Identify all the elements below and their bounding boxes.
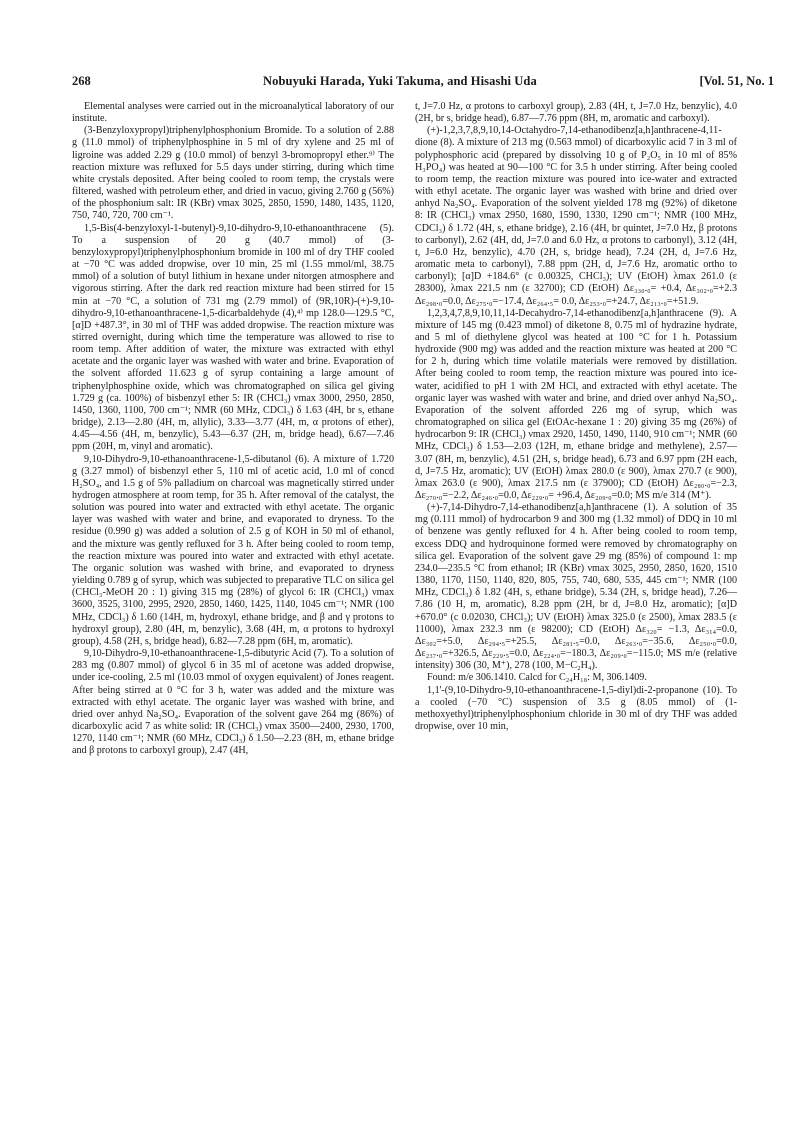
running-authors: Nobuyuki Harada, Yuki Takuma, and Hisashi Uda <box>263 74 537 88</box>
paragraph: Found: m/e 306.1410. Calcd for C₂₄H₁₈: M, 306.1409. <box>427 672 647 684</box>
paragraph: Elemental analyses were carried out in the microanalytical laboratory of our institute. <box>72 101 394 125</box>
page-header <box>72 74 793 92</box>
page-number: 268 <box>72 74 91 88</box>
paragraph: 1,1'-(9,10-Dihydro-9,10-ethanoanthracene-1,5-diyl)di-2-propanone (10). To a cooled (−70 °C) suspension of 3.5 g (8.05 mmol) of (1-methoxyethyl)triphenylphosphonium chloride in 30 ml of dry THF was added dropwise, over 10 min, <box>415 684 737 732</box>
paragraph: 9,10-Dihydro-9,10-ethanoanthracene-1,5-dibutyric Acid (7). To a solution of 283 mg (0.807 mmol) of glycol 6 in 35 ml of acetone was added dropwise, under ice-cooling, 2.5 ml (10.03 mmol of oxygen equivalent) of Jones reagent. After being stirred at 0 °C for 3 h, water was added and the mixture was extracted with ethyl acetate. The organic layer was washed with brine, and dried over anhyd Na₂SO₄. Evaporation of the solvent gave 264 mg (86%) of dicarboxylic acid 7 as white solid: IR (CHCl₃) νmax 3500—2400, 2930, 1700, 1270, 1140 cm⁻¹; NMR (60 MHz, CDCl₃) δ 1.50—2.23 (8H, m, ethane bridge and β protons to carboxyl group), 2.47 (4H, <box>72 648 394 757</box>
paragraph-continued: t, J=7.0 Hz, α protons to carboxyl group), 2.83 (4H, t, J=7.0 Hz, benzylic), 4.0 (2H, br s, bridge head), 6.87—7.76 ppm (8H, m, aromatic and carboxyl). <box>415 101 737 125</box>
paragraph: 9,10-Dihydro-9,10-ethanoanthracene-1,5-dibutanol (6). A mixture of 1.720 g (3.27 mmol) of bisbenzyl ether 5, 110 ml of acetic acid, 1.0 ml of concd H₂SO₄, and 1.5 g of 5% palladium on charcoal was magnetically stirred under hydrogen atmosphere at room temp, for 35 h. After removal of the catalyst, the solution was poured into water and extracted with ethyl acetate. The organic layer was washed with water and brine, and evaporated to dryness. To the residue (0.990 g) was added a solution of 2.5 g of KOH in 50 ml of ethanol, and the mixture was gently refluxed for 3 h. After being cooled to room temp, the reaction mixture was poured into water and extracted with ethyl acetate. The organic solution was washed with brine, and evaporated to dryness yielding 0.789 g of syrup, which was subjected to preparative TLC on silica gel (CHCl₃-MeOH 20 : 1) giving 315 mg (28%) of glycol 6: IR (CHCl₃) νmax 3600, 3525, 3100, 2995, 2920, 2850, 1460, 1425, 1140, 1045 cm⁻¹; NMR (100 MHz, CDCl₃) δ 1.60 (14H, m, hydroxyl, ethane bridge, and β and γ protons to hydroxyl group), 2.80 (4H, m, benzylic), 3.68 (4H, m, α protons to hydroxyl group), 4.58 (2H, s, bridge head), 6.82—7.28 ppm (6H, m, aromatic). <box>72 453 394 647</box>
left-column <box>72 101 394 757</box>
right-column <box>415 101 737 733</box>
paragraph: 1,5-Bis(4-benzyloxyl-1-butenyl)-9,10-dihydro-9,10-ethanoanthracene (5). To a suspension of 20 g (40.7 mmol) of (3-benzyloxypropyl)triphenylphosphonium bromide in 100 ml of dry THF cooled at −70 °C was added dropwise, over 10 min, 25 ml (1.55 mmol/ml, 38.75 mmol) of a solution of butyl lithium in hexane under nitorgen atmosphere and vigorous stirring. After the dark red reaction mixture had been stirred for 15 min at −70 °C, a solution of 731 mg (2.79 mmol) of (9R,10R)-(+)-9,10-dihydro-9,10-ethanoanthracene-1,5-dicarbaldehyde (4),⁴⁾ mp 128.0—129.5 °C, [α]D +487.3°, in 30 ml of THF was added dropwise. The reaction mixture was stirred overnight, during which time the temperature was allowed to rise to room temp. After addition of water, the mixture was extracted with ethyl acetate and the organic layer was washed with water and brine. Evaporation of the solvent afforded 11.623 g of syrup containing a large amount of triphenylphosphine oxide, which was chromatographed on silica gel giving 1.729 g (ca. 100%) of bisbenzyl ether 5: IR (CHCl₃) νmax 3000, 2950, 2850, 1450, 1360, 1100, 700 cm⁻¹; NMR (60 MHz, CDCl₃) δ 1.63 (4H, br s, ethane bridge), 2.13—2.80 (4H, m, allylic), 3.33—3.77 (4H, m, α protons of ether), 4.45—4.56 (4H, m, benzylic), 5.43—6.37 (2H, m, bridge head), 6.67—7.46 ppm (20H, m, vinyl and aromatic). <box>72 222 394 453</box>
paragraph: (3-Benzyloxypropyl)triphenylphosphonium Bromide. To a solution of 2.88 g (11.0 mmol) of triphenylphosphine in 5 ml of dry xylene and 25 ml of ligroine was added 2.29 g (10.0 mmol) of benzyl 3-bromopropyl ether.⁹⁾ The reaction mixture was refluxed for 5.5 days under stirring, during which time white crystals deposited. After being cooled to room temp, the crystals were filtered, washed with petroleum ether, and dried in vacuo, giving 2.760 g (56%) of the phosphonium salt: IR (KBr) νmax 3025, 2850, 1590, 1480, 1435, 1120, 750, 740, 720, 700 cm⁻¹. <box>72 125 394 222</box>
paragraph: (+)-1,2,3,7,8,9,10,14-Octahydro-7,14-ethanodibenz[a,h]anthracene-4,11-dione (8). A mixture of 213 mg (0.563 mmol) of dicarboxylic acid 7 in 3 ml of polyphosphoric acid (prepared by dissolving 10 g of P₂O₅ in 10 ml of 85% H₃PO₄) was heated at 90—100 °C for 3.5 h under stirring. After being cooled to room temp, the reaction mixture was poured into ice-water and extracted with ethyl acetate. The organic layer was washed with brine and dried over anhyd Na₂SO₄. Evaporation of the solvent yielded 178 mg (92%) of diketone 8: IR (CHCl₃) νmax 2950, 1680, 1590, 1330, 1290 cm⁻¹; NMR (100 MHz, CDCl₃) δ 1.72 (4H, s, ethane bridge), 2.16 (4H, br quintet, J=7.0 Hz, β protons to carbonyl), 2.62 (4H, dd, J=7.0 and 6.0 Hz, α protons to carbonyl), 3.12 (4H, t, J=6.0 Hz, benzylic), 4.70 (2H, s, bridge head), 7.24 (2H, d, J=7.6 Hz, aromatic meta to carbonyl), 7.88 ppm (2H, d, J=7.6 Hz, aromatic ortho to carbonyl); [α]D +184.6° (c 0.00325, CHCl₃); UV (EtOH) λmax 261.0 (ε 28300), λmax 221.5 nm (ε 32700); CD (EtOH) Δε₃₃₀.₀= +0.4, Δε₃₀₂.₀=+2.3 Δε₂₉₈.₀=0.0, Δε₂₇₅.₀=−17.4, Δε₂₆₄.₅= 0.0, Δε₂₅₃.₀=+24.7, Δε₂₁₃.₀=+51.9. <box>415 125 737 307</box>
journal-volume: [Vol. 51, No. 1 <box>699 74 774 88</box>
paragraph: (+)-7,14-Dihydro-7,14-ethanodibenz[a,h]anthracene (1). A solution of 35 mg (0.111 mmol) of hydrocarbon 9 and 300 mg (1.32 mmol) of DDQ in 10 ml of benzene was gently refluxed for 4 h. After being cooled to room temp, excess DDQ and hydroquinone formed were removed by chromatography on silica gel. Evaporation of the solvent gave 29 mg (85%) of compound 1: mp 234.0—235.5 °C from ethanol; IR (KBr) νmax 3025, 2950, 2850, 1620, 1510 1380, 1170, 1150, 1140, 820, 805, 755, 740, 680, 535, 445 cm⁻¹; NMR (100 MHz, CDCl₃) δ 1.82 (4H, s, ethane bridge), 5.34 (2H, s, bridge head), 7.26—7.86 (10 H, m, aromatic), 8.28 ppm (2H, br d, J=8.0 Hz, aromatic); [α]D +670.0° (c 0.02030, CHCl₃); UV (EtOH) λmax 325.0 (ε 2500), λmax 283.5 (ε 11000), λmax 232.3 nm (ε 98200); CD (EtOH) Δε₃₂₀= −1.3, Δε₃₁₄=0.0, Δε₃₀₂=+5.0, Δε₂₉₄.₅=+25.5, Δε₂₈₁.₅=0.0, Δε₂₆₃.₀=−35.6, Δε₂₅₀.₀=0.0, Δε₂₃₇.₀=+326.5, Δε₂₂₉.₅=0.0, Δε₂₂₄.₀=−180.3, Δε₂₀₉.₀=−115.0; MS m/e (relative intensity) 306 (30, M⁺), 278 (100, M−C₂H₄). <box>415 502 737 672</box>
paragraph: 1,2,3,4,7,8,9,10,11,14-Decahydro-7,14-ethanodibenz[a,h]anthracene (9). A mixture of 145 mg (0.423 mmol) of diketone 8, 0.75 ml of hydrazine hydrate, and 5 ml of diethylene glycol was heated at 100 °C for 1 h. Potassium hydroxide (900 mg) was added and the reaction mixture was heated at 200 °C for 2 h, during which time volatile materials were removed by distillation. After being cooled to room temp, the reaction mixture was poured into ice-water, acidified to pH 1 with 2M HCl, and extracted with ethyl acetate. The organic layer was washed with water and brine, and dried over anhyd Na₂SO₄. Evaporation of the solvent afforded 226 mg of syrup, which was chromatographed on silica gel (EtOAc-hexane 1 : 20) giving 35 mg (26%) of hydrocarbon 9: IR (CHCl₃) νmax 2920, 1450, 1490, 1140, 910 cm⁻¹; NMR (60 MHz, CDCl₃) δ 1.53—2.03 (12H, m, ethane bridge and methylene), 2.57—3.07 (8H, m, benzylic), 4.51 (2H, s, bridge head), 6.73 and 6.97 ppm (2H each, d, J=7.5 Hz, aromatic); UV (EtOH) λmax 280.0 (ε 900), λmax 270.7 (ε 900), λmax 263.0 (ε 900), λmax 217.5 nm (ε 37900); CD (EtOH) Δε₂₈₀.₀=−2.3, Δε₂₇₀.₀=−2.2, Δε₂₄₆.₀=0.0, Δε₂₂₉.₀= +96.4, Δε₂₀₉.₀=0.0; MS m/e 314 (M⁺). <box>415 307 737 501</box>
